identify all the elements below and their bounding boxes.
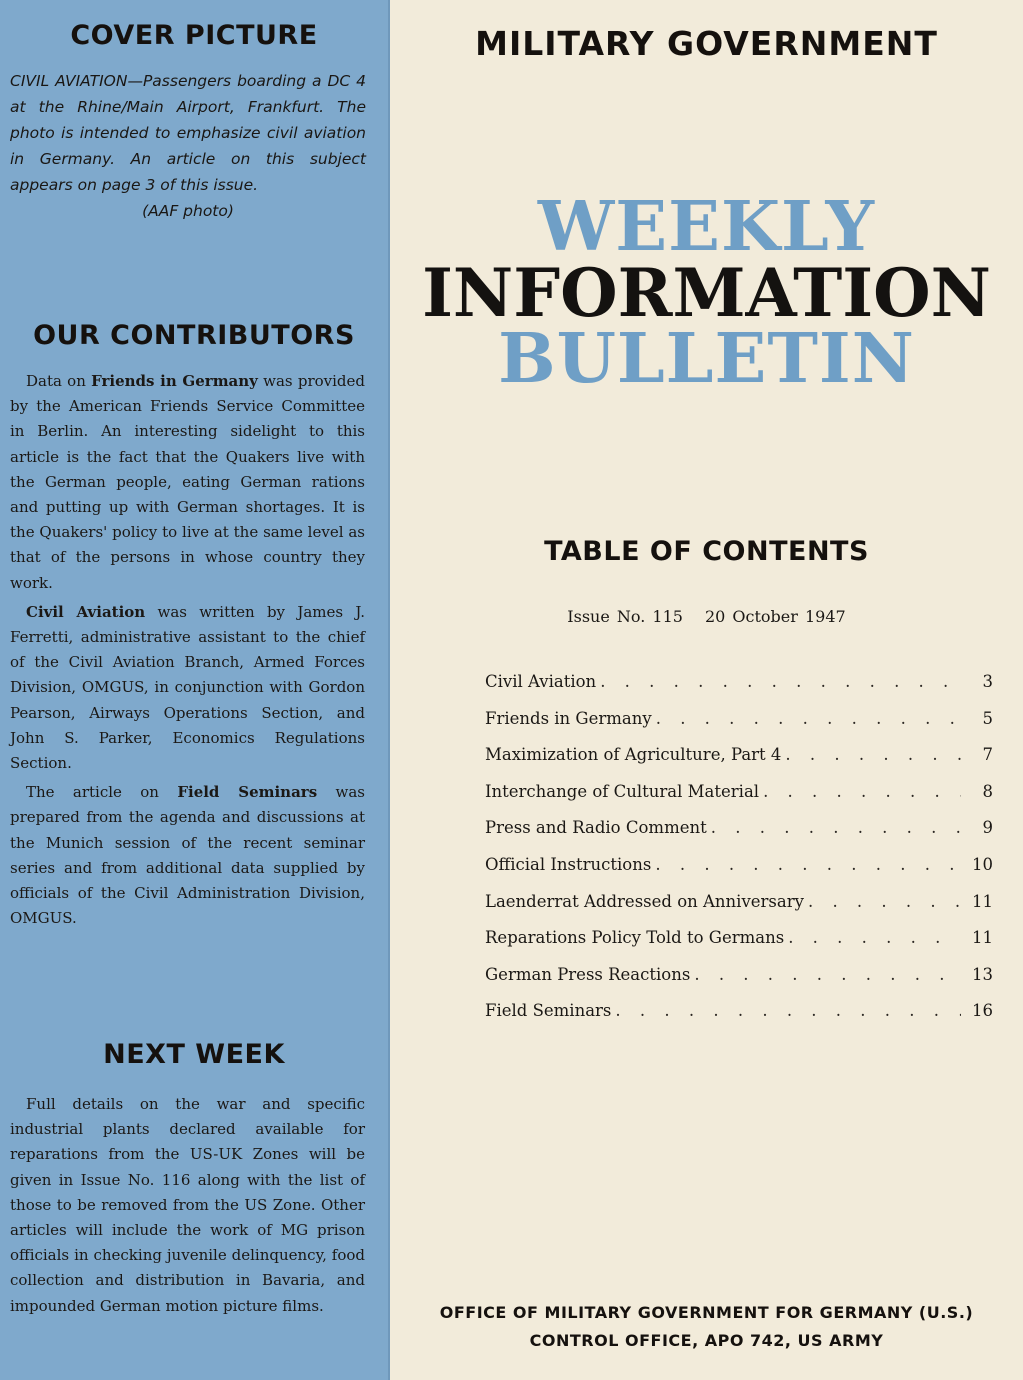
toc-list xyxy=(485,672,993,1038)
footer-control-office: CONTROL OFFICE, APO 742, US ARMY xyxy=(529,1331,884,1350)
toc-leader-dots xyxy=(615,1001,961,1020)
toc-entry-page: 7 xyxy=(982,745,993,765)
title-information: INFORMATION xyxy=(422,254,991,332)
issue-line xyxy=(390,607,1023,626)
contributors-paragraph xyxy=(10,369,365,596)
toc-leader-dots xyxy=(763,782,961,801)
text-span: was written by James J. Ferretti, administrative assistant to the chief of the Civil Aviation Branch, Armed Forces Division, OMGUS, in conjunction with Gordon Pearson, Airways Operations Section, and John S. Parker, Economics Regulations Section. xyxy=(10,602,365,773)
cover-picture-heading: COVER PICTURE xyxy=(70,20,318,51)
toc-entry-page: 13 xyxy=(972,964,993,984)
toc-entry-title: Press and Radio Comment xyxy=(485,818,707,838)
toc-leader-dots xyxy=(694,965,961,984)
toc-entry-page: 3 xyxy=(982,672,993,691)
article-name: Field Seminars xyxy=(177,783,318,802)
toc-leader-dots xyxy=(600,672,961,691)
toc-entry-title: Maximization of Agriculture, Part 4 xyxy=(485,745,782,765)
masthead-military-government: MILITARY GOVERNMENT xyxy=(475,24,938,63)
article-name: Civil Aviation xyxy=(26,602,146,621)
toc-entry[interactable] xyxy=(485,818,993,855)
next-week-heading: NEXT WEEK xyxy=(103,1039,285,1070)
toc-entry-title: Friends in Germany xyxy=(485,708,652,728)
toc-entry[interactable] xyxy=(485,928,993,965)
toc-entry-page: 5 xyxy=(982,708,993,728)
footer-office: OFFICE OF MILITARY GOVERNMENT FOR GERMANY (U.S.) xyxy=(439,1303,974,1322)
toc-entry[interactable] xyxy=(485,892,993,929)
contributors-paragraph xyxy=(10,600,365,776)
toc-entry-page: 11 xyxy=(972,928,993,948)
text-span: was provided by the American Friends Service Committee in Berlin. An interesting sidelight to this article is the fact that the Quakers live with the German people, eating German rations and putting up with German shortages. It is the Quakers' policy to live at the same level as that of the persons in whose country they work. xyxy=(10,372,365,592)
toc-entry-title: Field Seminars xyxy=(485,1001,612,1021)
toc-entry-page: 9 xyxy=(982,818,993,838)
article-name: Friends in Germany xyxy=(91,372,258,390)
title-weekly: WEEKLY xyxy=(537,187,876,267)
table-of-contents-heading: TABLE OF CONTENTS xyxy=(544,536,869,567)
toc-entry-page: 10 xyxy=(972,854,993,874)
title-bulletin: BULLETIN xyxy=(498,319,915,399)
toc-entry-title: Reparations Policy Told to Germans xyxy=(485,928,785,948)
text-span: Data on xyxy=(26,372,92,390)
toc-leader-dots xyxy=(655,855,961,874)
cover-picture-caption xyxy=(10,68,366,224)
toc-entry[interactable] xyxy=(485,745,993,782)
toc-entry[interactable] xyxy=(485,855,993,892)
toc-entry-page: 16 xyxy=(972,1001,993,1021)
toc-entry[interactable] xyxy=(485,782,993,819)
toc-leader-dots xyxy=(788,928,961,947)
next-week-text xyxy=(10,1092,365,1319)
issue-number: Issue No. 115 xyxy=(567,607,683,626)
toc-entry[interactable] xyxy=(485,1001,993,1038)
contributors-heading: OUR CONTRIBUTORS xyxy=(33,320,355,351)
toc-entry-title: Laenderrat Addressed on Anniversary xyxy=(485,891,804,911)
toc-entry-title: Interchange of Cultural Material xyxy=(485,781,760,801)
photo-credit: (AAF photo) xyxy=(142,202,234,220)
text-span: was prepared from the agenda and discussions at the Munich session of the recent seminar series and from additional data supplied by officials of the Civil Administration Division, OMGUS. xyxy=(10,783,365,928)
toc-entry[interactable] xyxy=(485,672,993,709)
toc-leader-dots xyxy=(656,709,961,728)
text-span: The article on xyxy=(26,783,178,802)
toc-entry-title: Civil Aviation xyxy=(485,672,597,691)
toc-leader-dots xyxy=(808,892,961,911)
toc-entry-title: Official Instructions xyxy=(485,854,652,874)
toc-leader-dots xyxy=(785,745,961,764)
toc-entry[interactable] xyxy=(485,709,993,746)
toc-entry-page: 8 xyxy=(982,781,993,801)
contributors-paragraph xyxy=(10,780,365,931)
contributors-text xyxy=(10,369,365,931)
toc-entry-title: German Press Reactions xyxy=(485,964,691,984)
next-week-paragraph: Full details on the war and specific industrial plants declared available for reparations from the US-UK Zones will be given in Issue No. 116 along with the list of those to be removed from the US Zone. Other articles will include the work of MG prison officials in checking juvenile delinquency, food collection and distribution in Bavaria, and impounded German motion picture films. xyxy=(10,1095,365,1315)
cover-caption-text: CIVIL AVIATION—Passengers boarding a DC 4 at the Rhine/Main Airport, Frankfurt. The photo is intended to emphasize civil aviation in Germany. An article on this subject appears on page 3 of this issue. xyxy=(10,72,366,194)
toc-leader-dots xyxy=(711,818,961,837)
issue-date: 20 October 1947 xyxy=(704,607,846,626)
toc-entry[interactable] xyxy=(485,965,993,1002)
toc-entry-page: 11 xyxy=(972,891,993,911)
